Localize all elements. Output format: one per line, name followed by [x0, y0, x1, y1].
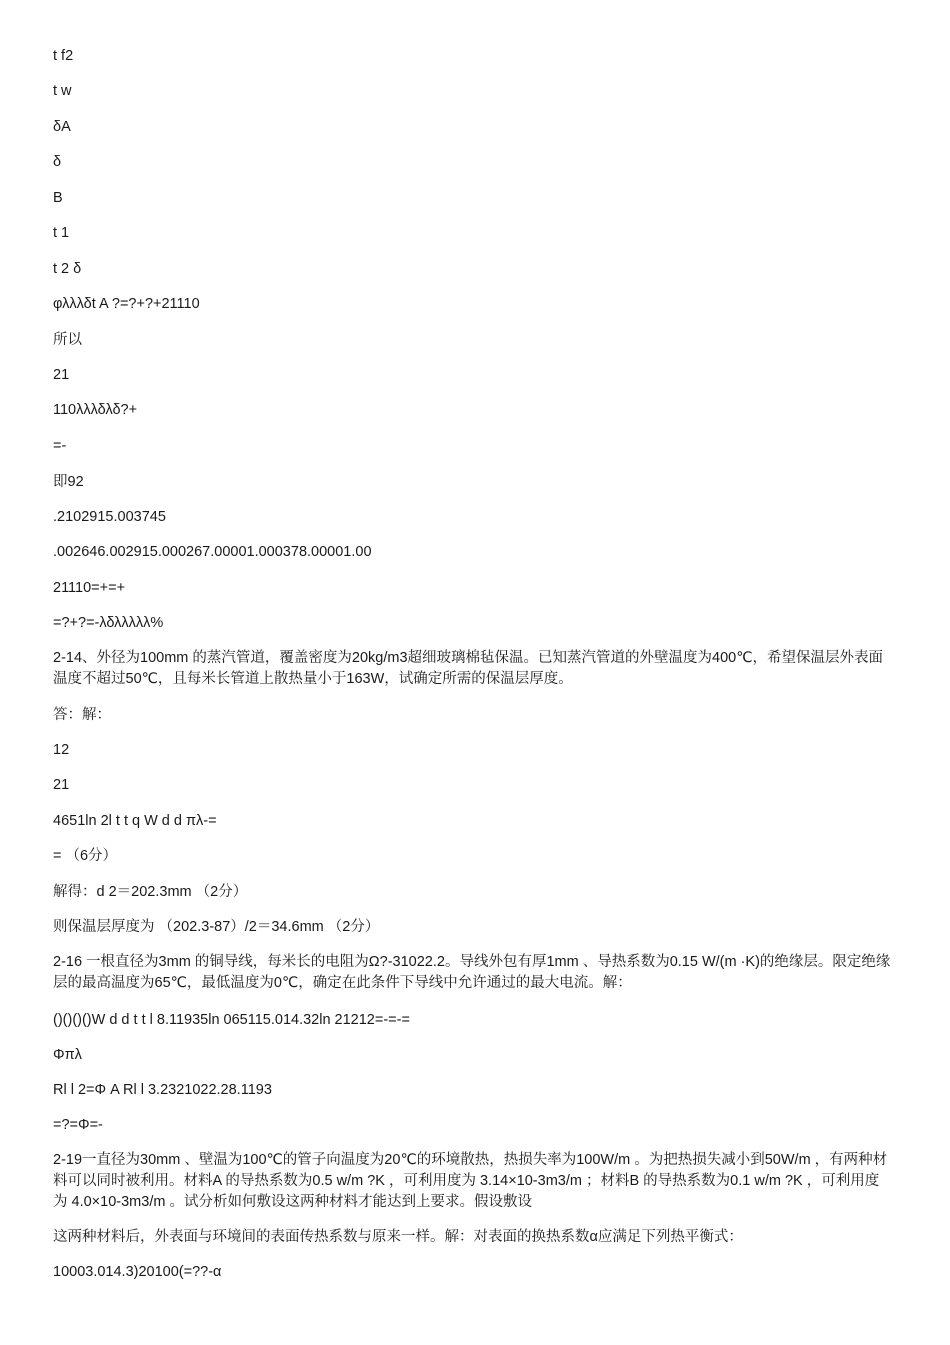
paragraph: t 2 δ: [53, 261, 82, 277]
paragraph: 答：解：: [53, 707, 111, 723]
paragraph: 4651ln 2l t t q W d d πλ-=: [53, 813, 217, 829]
paragraph: 解得：d 2＝202.3mm （2分）: [53, 884, 248, 900]
paragraph: =-: [53, 438, 67, 454]
paragraph: t w: [53, 83, 72, 99]
paragraph: 21110=+=+: [53, 580, 126, 596]
paragraph: 2-19一直径为30mm 、壁温为100℃的管子向温度为20℃的环境散热，热损失率为100W/m 。为把热损失减小到50W/m ，有两种材料可以同时被利用。材料A 的导热系数为0.5 w/m ?K ，可利用度为 3.14×10-3m3/m ；材料B 的导热系数为0.1 w/m ?K ，可利用度为 4.0×10-3m3/m 。试分析如何敷设这两种材料才能达到上要求。假设敷设: [53, 1152, 888, 1210]
paragraph: =?+?=-λδλλλλλ%: [53, 615, 164, 631]
paragraph: 12: [53, 742, 70, 758]
paragraph: =?=Φ=-: [53, 1117, 103, 1133]
paragraph: Φπλ: [53, 1047, 82, 1063]
paragraph: Rl l 2=Φ A Rl l 3.2321022.28.1193: [53, 1082, 272, 1098]
paragraph: φλλλδt A ?=?+?+21110: [53, 296, 200, 312]
paragraph: t 1: [53, 225, 70, 241]
paragraph: 即92: [53, 474, 84, 490]
paragraph: δA: [53, 119, 71, 135]
paragraph: = （6分）: [53, 848, 118, 864]
paragraph: 10003.014.3)20100(=??-α: [53, 1264, 222, 1280]
paragraph: 21: [53, 777, 70, 793]
paragraph: t f2: [53, 48, 74, 64]
paragraph: 所以: [53, 332, 82, 348]
paragraph: B: [53, 190, 63, 206]
paragraph: δ: [53, 154, 62, 170]
paragraph: 21: [53, 367, 70, 383]
paragraph: 2-14、外径为100mm 的蒸汽管道，覆盖密度为20kg/m3超细玻璃棉毡保温。已知蒸汽管道的外壁温度为400℃，希望保温层外表面温度不超过50℃，且每米长管道上散热量小于163W，试确定所需的保温层厚度。: [53, 650, 883, 687]
paragraph: .2102915.003745: [53, 509, 166, 525]
paragraph: 2-16 一根直径为3mm 的铜导线，每米长的电阻为Ω?-31022.2。导线外包有厚1mm 、导热系数为0.15 W/(m ·K)的绝缘层。限定绝缘层的最高温度为65℃，最低温度为0℃，确定在此条件下导线中允许通过的最大电流。解：: [53, 954, 891, 991]
paragraph: 则保温层厚度为 （202.3-87）/2＝34.6mm （2分）: [53, 919, 380, 935]
paragraph: 这两种材料后，外表面与环境间的表面传热系数与原来一样。解：对表面的换热系数α应满足下列热平衡式：: [53, 1229, 743, 1245]
paragraph: ()()()()W d d t t l 8.11935ln 065115.014.32ln 21212=-=-=: [53, 1012, 410, 1028]
paragraph: 110λλλδλδ?+: [53, 402, 138, 418]
paragraph: .002646.002915.000267.00001.000378.00001.00: [53, 544, 372, 560]
